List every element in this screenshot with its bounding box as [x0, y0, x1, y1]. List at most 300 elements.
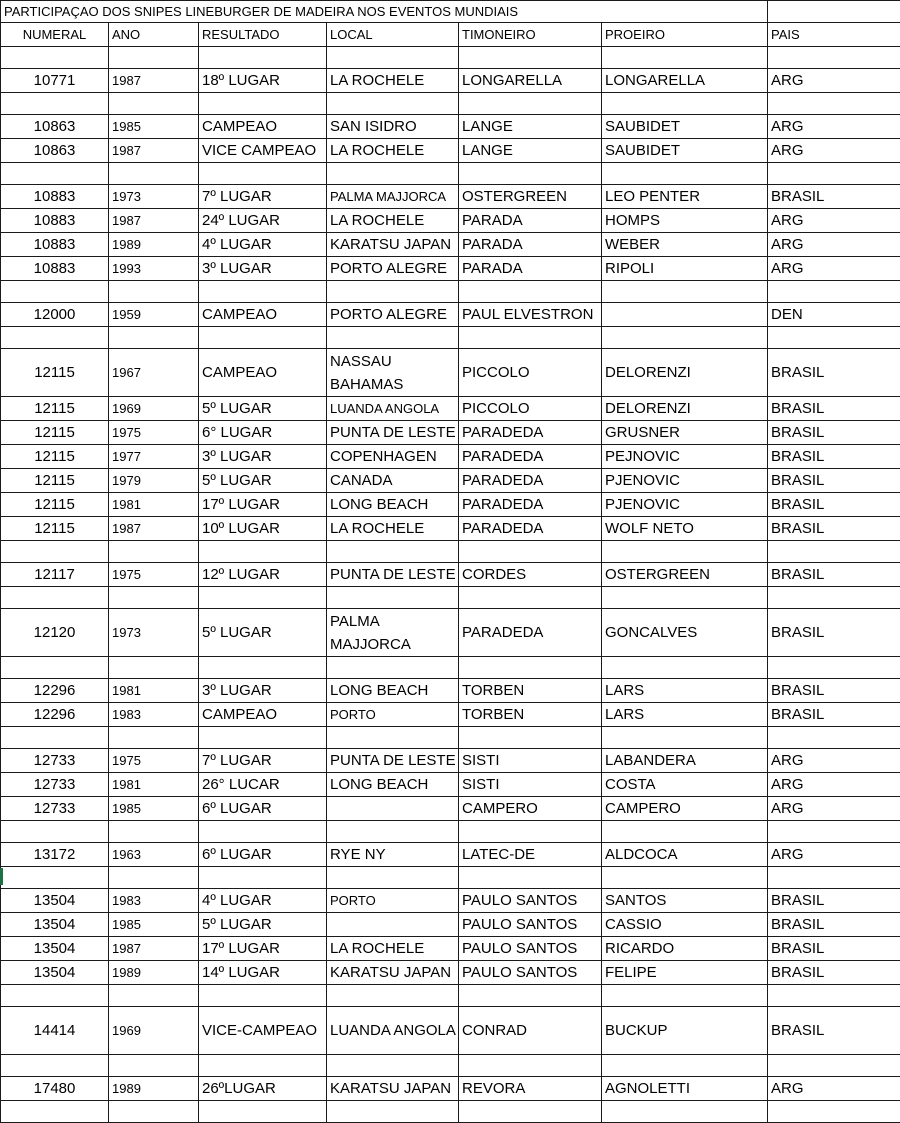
cell[interactable]: ARG	[768, 139, 900, 163]
cell[interactable]: 17º LUGAR	[199, 937, 327, 961]
cell[interactable]: 1963	[109, 843, 199, 867]
cell[interactable]	[109, 727, 199, 749]
cell[interactable]	[327, 1101, 459, 1123]
cell[interactable]	[602, 303, 768, 327]
cell[interactable]: SISTI	[459, 749, 602, 773]
cell[interactable]: 1973	[109, 609, 199, 657]
cell[interactable]: 12115	[1, 469, 109, 493]
cell[interactable]: BRASIL	[768, 397, 900, 421]
cell[interactable]: 5º LUGAR	[199, 609, 327, 657]
cell[interactable]	[768, 657, 900, 679]
cell[interactable]	[199, 657, 327, 679]
column-header-pais[interactable]: PAIS	[768, 23, 900, 47]
cell[interactable]: ARG	[768, 749, 900, 773]
cell[interactable]: BRASIL	[768, 493, 900, 517]
cell[interactable]: BRASIL	[768, 609, 900, 657]
cell[interactable]: 3º LUGAR	[199, 679, 327, 703]
cell[interactable]: LA ROCHELE	[327, 937, 459, 961]
cell[interactable]: 6º LUGAR	[199, 843, 327, 867]
cell[interactable]: 13504	[1, 913, 109, 937]
cell[interactable]: PORTO	[327, 703, 459, 727]
cell[interactable]: 1975	[109, 563, 199, 587]
cell[interactable]: ARG	[768, 1077, 900, 1101]
cell[interactable]: 12115	[1, 445, 109, 469]
cell[interactable]: 1985	[109, 913, 199, 937]
cell[interactable]: 5º LUGAR	[199, 913, 327, 937]
cell[interactable]: HOMPS	[602, 209, 768, 233]
cell[interactable]: BRASIL	[768, 889, 900, 913]
cell[interactable]: 3º LUGAR	[199, 257, 327, 281]
cell[interactable]: VICE CAMPEAO	[199, 139, 327, 163]
cell[interactable]	[199, 281, 327, 303]
cell[interactable]: PARADEDA	[459, 493, 602, 517]
cell[interactable]: BRASIL	[768, 1007, 900, 1055]
cell[interactable]: PAULO SANTOS	[459, 937, 602, 961]
cell[interactable]: TORBEN	[459, 703, 602, 727]
cell[interactable]: LONG BEACH	[327, 679, 459, 703]
cell[interactable]: ARG	[768, 843, 900, 867]
cell[interactable]: FELIPE	[602, 961, 768, 985]
cell[interactable]	[109, 985, 199, 1007]
cell[interactable]: KARATSU JAPAN	[327, 961, 459, 985]
cell[interactable]	[1, 327, 109, 349]
cell[interactable]: CAMPEAO	[199, 303, 327, 327]
cell[interactable]: BRASIL	[768, 703, 900, 727]
cell[interactable]: 14º LUGAR	[199, 961, 327, 985]
cell[interactable]: BRASIL	[768, 469, 900, 493]
cell[interactable]: LA ROCHELE	[327, 69, 459, 93]
cell[interactable]: CANADA	[327, 469, 459, 493]
cell[interactable]: 1983	[109, 889, 199, 913]
cell[interactable]: BRASIL	[768, 961, 900, 985]
cell[interactable]	[602, 47, 768, 69]
cell[interactable]: 12º LUGAR	[199, 563, 327, 587]
cell[interactable]: 12115	[1, 349, 109, 397]
cell[interactable]: 12296	[1, 703, 109, 727]
cell[interactable]	[768, 1055, 900, 1077]
cell[interactable]	[1, 867, 109, 889]
cell[interactable]: OSTERGREEN	[459, 185, 602, 209]
cell[interactable]	[109, 587, 199, 609]
cell[interactable]: KARATSU JAPAN	[327, 233, 459, 257]
cell[interactable]	[459, 1101, 602, 1123]
cell[interactable]: 13172	[1, 843, 109, 867]
cell[interactable]: 12296	[1, 679, 109, 703]
cell[interactable]	[109, 281, 199, 303]
cell[interactable]	[602, 93, 768, 115]
cell[interactable]: PEJNOVIC	[602, 445, 768, 469]
cell[interactable]	[199, 587, 327, 609]
cell[interactable]	[602, 821, 768, 843]
cell[interactable]: 1987	[109, 209, 199, 233]
cell[interactable]: PARADA	[459, 209, 602, 233]
cell[interactable]: 14414	[1, 1007, 109, 1055]
cell[interactable]: 13504	[1, 961, 109, 985]
cell[interactable]: 12733	[1, 773, 109, 797]
cell[interactable]: CAMPEAO	[199, 703, 327, 727]
cell[interactable]: PAUL ELVESTRON	[459, 303, 602, 327]
cell[interactable]: 13504	[1, 889, 109, 913]
cell[interactable]	[459, 1055, 602, 1077]
cell[interactable]	[327, 281, 459, 303]
cell[interactable]: 1987	[109, 139, 199, 163]
cell[interactable]	[459, 867, 602, 889]
cell[interactable]: PORTO	[327, 889, 459, 913]
cell[interactable]: LABANDERA	[602, 749, 768, 773]
cell[interactable]: 3º LUGAR	[199, 445, 327, 469]
cell[interactable]	[1, 727, 109, 749]
cell[interactable]	[327, 541, 459, 563]
cell[interactable]	[1, 587, 109, 609]
cell[interactable]: 6° LUGAR	[199, 421, 327, 445]
cell[interactable]	[768, 47, 900, 69]
cell[interactable]	[109, 1055, 199, 1077]
cell[interactable]: COPENHAGEN	[327, 445, 459, 469]
cell[interactable]	[109, 1101, 199, 1123]
cell[interactable]: 10883	[1, 233, 109, 257]
cell[interactable]: DEN	[768, 303, 900, 327]
cell[interactable]: 1989	[109, 1077, 199, 1101]
cell[interactable]	[1, 541, 109, 563]
cell[interactable]	[768, 821, 900, 843]
cell[interactable]	[327, 587, 459, 609]
cell[interactable]	[602, 985, 768, 1007]
cell[interactable]: 18º LUGAR	[199, 69, 327, 93]
cell[interactable]	[199, 47, 327, 69]
cell[interactable]: SAUBIDET	[602, 115, 768, 139]
cell[interactable]: 17480	[1, 1077, 109, 1101]
cell[interactable]	[109, 657, 199, 679]
cell[interactable]: ARG	[768, 233, 900, 257]
column-header-resultado[interactable]: RESULTADO	[199, 23, 327, 47]
cell[interactable]: PICCOLO	[459, 349, 602, 397]
cell[interactable]: TORBEN	[459, 679, 602, 703]
cell[interactable]: ALDCOCA	[602, 843, 768, 867]
cell[interactable]: 1975	[109, 421, 199, 445]
cell[interactable]: 26° LUCAR	[199, 773, 327, 797]
cell[interactable]: LUANDA ANGOLA	[327, 397, 459, 421]
cell[interactable]	[768, 985, 900, 1007]
cell[interactable]	[327, 797, 459, 821]
cell[interactable]	[1, 657, 109, 679]
cell[interactable]	[109, 47, 199, 69]
cell[interactable]: PUNTA DE LESTE	[327, 563, 459, 587]
cell[interactable]: BRASIL	[768, 679, 900, 703]
cell[interactable]: SAUBIDET	[602, 139, 768, 163]
cell[interactable]: PARADA	[459, 257, 602, 281]
cell[interactable]: 10883	[1, 185, 109, 209]
cell[interactable]: 24º LUGAR	[199, 209, 327, 233]
cell[interactable]: 1993	[109, 257, 199, 281]
cell[interactable]	[768, 327, 900, 349]
cell[interactable]: PARADEDA	[459, 421, 602, 445]
cell[interactable]: 7º LUGAR	[199, 749, 327, 773]
cell[interactable]: 1989	[109, 961, 199, 985]
cell[interactable]: 1985	[109, 115, 199, 139]
cell[interactable]: OSTERGREEN	[602, 563, 768, 587]
cell[interactable]: PAULO SANTOS	[459, 961, 602, 985]
cell[interactable]: 10771	[1, 69, 109, 93]
cell[interactable]: 1989	[109, 233, 199, 257]
cell[interactable]	[459, 281, 602, 303]
cell[interactable]	[768, 587, 900, 609]
cell[interactable]: BRASIL	[768, 913, 900, 937]
cell[interactable]: PARADEDA	[459, 609, 602, 657]
cell[interactable]: PJENOVIC	[602, 469, 768, 493]
cell[interactable]: LA ROCHELE	[327, 139, 459, 163]
cell[interactable]: REVORA	[459, 1077, 602, 1101]
cell[interactable]: PJENOVIC	[602, 493, 768, 517]
cell[interactable]: 12733	[1, 797, 109, 821]
cell[interactable]	[602, 727, 768, 749]
cell[interactable]: DELORENZI	[602, 397, 768, 421]
cell[interactable]: 10863	[1, 139, 109, 163]
cell[interactable]	[1, 281, 109, 303]
cell[interactable]: LONGARELLA	[459, 69, 602, 93]
cell[interactable]: 1981	[109, 493, 199, 517]
cell[interactable]: PARADEDA	[459, 445, 602, 469]
cell[interactable]	[199, 93, 327, 115]
cell[interactable]: 12733	[1, 749, 109, 773]
cell[interactable]	[768, 867, 900, 889]
cell[interactable]: LEO PENTER	[602, 185, 768, 209]
cell[interactable]	[602, 587, 768, 609]
cell[interactable]: SAN ISIDRO	[327, 115, 459, 139]
cell[interactable]: CAMPEAO	[199, 349, 327, 397]
cell[interactable]	[602, 657, 768, 679]
cell[interactable]	[459, 727, 602, 749]
cell[interactable]	[459, 163, 602, 185]
cell[interactable]	[199, 1101, 327, 1123]
cell[interactable]: PALMA MAJJORCA	[327, 609, 459, 657]
cell[interactable]: 10883	[1, 257, 109, 281]
cell[interactable]	[327, 821, 459, 843]
cell[interactable]	[199, 163, 327, 185]
cell[interactable]: 1969	[109, 397, 199, 421]
cell[interactable]: AGNOLETTI	[602, 1077, 768, 1101]
cell[interactable]	[109, 867, 199, 889]
cell[interactable]: PUNTA DE LESTE	[327, 749, 459, 773]
cell[interactable]: ARG	[768, 797, 900, 821]
cell[interactable]	[327, 657, 459, 679]
cell[interactable]: BRASIL	[768, 937, 900, 961]
cell[interactable]	[459, 587, 602, 609]
cell[interactable]: 4º LUGAR	[199, 233, 327, 257]
cell[interactable]	[459, 541, 602, 563]
cell[interactable]: BRASIL	[768, 517, 900, 541]
cell[interactable]: WEBER	[602, 233, 768, 257]
cell[interactable]: 12115	[1, 517, 109, 541]
cell[interactable]	[602, 1101, 768, 1123]
cell[interactable]	[1, 821, 109, 843]
cell[interactable]: ARG	[768, 257, 900, 281]
cell[interactable]: 12115	[1, 493, 109, 517]
cell[interactable]: 1979	[109, 469, 199, 493]
cell[interactable]	[327, 913, 459, 937]
column-header-ano[interactable]: ANO	[109, 23, 199, 47]
cell[interactable]: VICE-CAMPEAO	[199, 1007, 327, 1055]
cell[interactable]: BRASIL	[768, 563, 900, 587]
cell[interactable]: LA ROCHELE	[327, 209, 459, 233]
cell[interactable]	[459, 657, 602, 679]
cell[interactable]	[109, 163, 199, 185]
cell[interactable]: ARG	[768, 115, 900, 139]
cell[interactable]	[327, 1055, 459, 1077]
cell[interactable]: 26ºLUGAR	[199, 1077, 327, 1101]
cell[interactable]: PARADA	[459, 233, 602, 257]
cell[interactable]: PARADEDA	[459, 469, 602, 493]
cell[interactable]	[199, 327, 327, 349]
cell[interactable]: 12117	[1, 563, 109, 587]
cell[interactable]: BUCKUP	[602, 1007, 768, 1055]
cell[interactable]	[109, 93, 199, 115]
cell[interactable]: 12120	[1, 609, 109, 657]
cell[interactable]	[1, 93, 109, 115]
cell[interactable]: PAULO SANTOS	[459, 889, 602, 913]
cell[interactable]: 10863	[1, 115, 109, 139]
cell[interactable]: GRUSNER	[602, 421, 768, 445]
cell[interactable]: ARG	[768, 773, 900, 797]
cell[interactable]: 5º LUGAR	[199, 397, 327, 421]
cell[interactable]	[327, 47, 459, 69]
cell[interactable]	[109, 821, 199, 843]
cell[interactable]: RIPOLI	[602, 257, 768, 281]
cell[interactable]	[1, 1101, 109, 1123]
cell[interactable]: 1959	[109, 303, 199, 327]
cell[interactable]: ARG	[768, 209, 900, 233]
cell[interactable]: 1981	[109, 679, 199, 703]
cell[interactable]: BRASIL	[768, 445, 900, 469]
cell[interactable]: 1983	[109, 703, 199, 727]
cell[interactable]: 1987	[109, 517, 199, 541]
cell[interactable]: 12000	[1, 303, 109, 327]
cell[interactable]	[459, 985, 602, 1007]
cell[interactable]	[1, 47, 109, 69]
cell[interactable]: LONG BEACH	[327, 773, 459, 797]
cell[interactable]: 7º LUGAR	[199, 185, 327, 209]
cell[interactable]: 12115	[1, 421, 109, 445]
cell[interactable]: SANTOS	[602, 889, 768, 913]
cell[interactable]: PORTO ALEGRE	[327, 257, 459, 281]
cell[interactable]	[768, 163, 900, 185]
cell[interactable]	[199, 727, 327, 749]
cell[interactable]	[602, 163, 768, 185]
cell[interactable]: BRASIL	[768, 349, 900, 397]
cell[interactable]: LARS	[602, 679, 768, 703]
cell[interactable]	[109, 541, 199, 563]
cell[interactable]	[602, 327, 768, 349]
cell[interactable]: ARG	[768, 69, 900, 93]
cell[interactable]	[768, 93, 900, 115]
cell[interactable]	[768, 1, 900, 23]
column-header-proeiro[interactable]: PROEIRO	[602, 23, 768, 47]
cell[interactable]: 13504	[1, 937, 109, 961]
cell[interactable]: 1987	[109, 69, 199, 93]
cell[interactable]: 1977	[109, 445, 199, 469]
cell[interactable]	[602, 281, 768, 303]
cell[interactable]	[1, 1055, 109, 1077]
cell[interactable]: CORDES	[459, 563, 602, 587]
sheet-title[interactable]: PARTICIPAÇAO DOS SNIPES LINEBURGER DE MADEIRA NOS EVENTOS MUNDIAIS	[1, 1, 768, 23]
cell[interactable]: 5º LUGAR	[199, 469, 327, 493]
column-header-local[interactable]: LOCAL	[327, 23, 459, 47]
cell[interactable]	[602, 1055, 768, 1077]
cell[interactable]	[459, 327, 602, 349]
cell[interactable]: PALMA MAJJORCA	[327, 185, 459, 209]
cell[interactable]: RICARDO	[602, 937, 768, 961]
cell[interactable]: LA ROCHELE	[327, 517, 459, 541]
cell[interactable]: CONRAD	[459, 1007, 602, 1055]
cell[interactable]	[327, 93, 459, 115]
cell[interactable]: KARATSU JAPAN	[327, 1077, 459, 1101]
cell[interactable]: LATEC-DE	[459, 843, 602, 867]
cell[interactable]: 10883	[1, 209, 109, 233]
cell[interactable]	[1, 163, 109, 185]
cell[interactable]	[768, 727, 900, 749]
cell[interactable]: 1987	[109, 937, 199, 961]
cell[interactable]: 6º LUGAR	[199, 797, 327, 821]
cell[interactable]: DELORENZI	[602, 349, 768, 397]
cell[interactable]	[199, 1055, 327, 1077]
cell[interactable]	[327, 727, 459, 749]
cell[interactable]	[199, 985, 327, 1007]
cell[interactable]	[602, 541, 768, 563]
cell[interactable]	[1, 985, 109, 1007]
cell[interactable]: 17º LUGAR	[199, 493, 327, 517]
cell[interactable]: SISTI	[459, 773, 602, 797]
cell[interactable]: RYE NY	[327, 843, 459, 867]
cell[interactable]	[199, 541, 327, 563]
cell[interactable]: PUNTA DE LESTE	[327, 421, 459, 445]
cell[interactable]	[327, 327, 459, 349]
cell[interactable]: 1969	[109, 1007, 199, 1055]
cell[interactable]	[327, 163, 459, 185]
cell[interactable]: WOLF NETO	[602, 517, 768, 541]
cell[interactable]: 10º LUGAR	[199, 517, 327, 541]
cell[interactable]: LARS	[602, 703, 768, 727]
cell[interactable]: PORTO ALEGRE	[327, 303, 459, 327]
cell[interactable]: 1967	[109, 349, 199, 397]
cell[interactable]	[768, 541, 900, 563]
cell[interactable]: LANGE	[459, 139, 602, 163]
cell[interactable]	[327, 867, 459, 889]
cell[interactable]: BRASIL	[768, 185, 900, 209]
cell[interactable]: LUANDA ANGOLA	[327, 1007, 459, 1055]
cell[interactable]: GONCALVES	[602, 609, 768, 657]
cell[interactable]: CAMPERO	[602, 797, 768, 821]
cell[interactable]	[459, 47, 602, 69]
cell[interactable]: PAULO SANTOS	[459, 913, 602, 937]
cell[interactable]: 1975	[109, 749, 199, 773]
cell[interactable]: PARADEDA	[459, 517, 602, 541]
cell[interactable]: CAMPEAO	[199, 115, 327, 139]
cell[interactable]: NASSAU BAHAMAS	[327, 349, 459, 397]
cell[interactable]: LONGARELLA	[602, 69, 768, 93]
cell[interactable]: PICCOLO	[459, 397, 602, 421]
cell[interactable]: 1985	[109, 797, 199, 821]
cell[interactable]: LANGE	[459, 115, 602, 139]
column-header-numeral[interactable]: NUMERAL	[1, 23, 109, 47]
cell[interactable]	[768, 1101, 900, 1123]
cell[interactable]: LONG BEACH	[327, 493, 459, 517]
cell[interactable]: 1973	[109, 185, 199, 209]
cell[interactable]: 12115	[1, 397, 109, 421]
cell[interactable]	[327, 985, 459, 1007]
cell[interactable]	[768, 281, 900, 303]
cell[interactable]: CASSIO	[602, 913, 768, 937]
cell[interactable]	[459, 821, 602, 843]
cell[interactable]: COSTA	[602, 773, 768, 797]
